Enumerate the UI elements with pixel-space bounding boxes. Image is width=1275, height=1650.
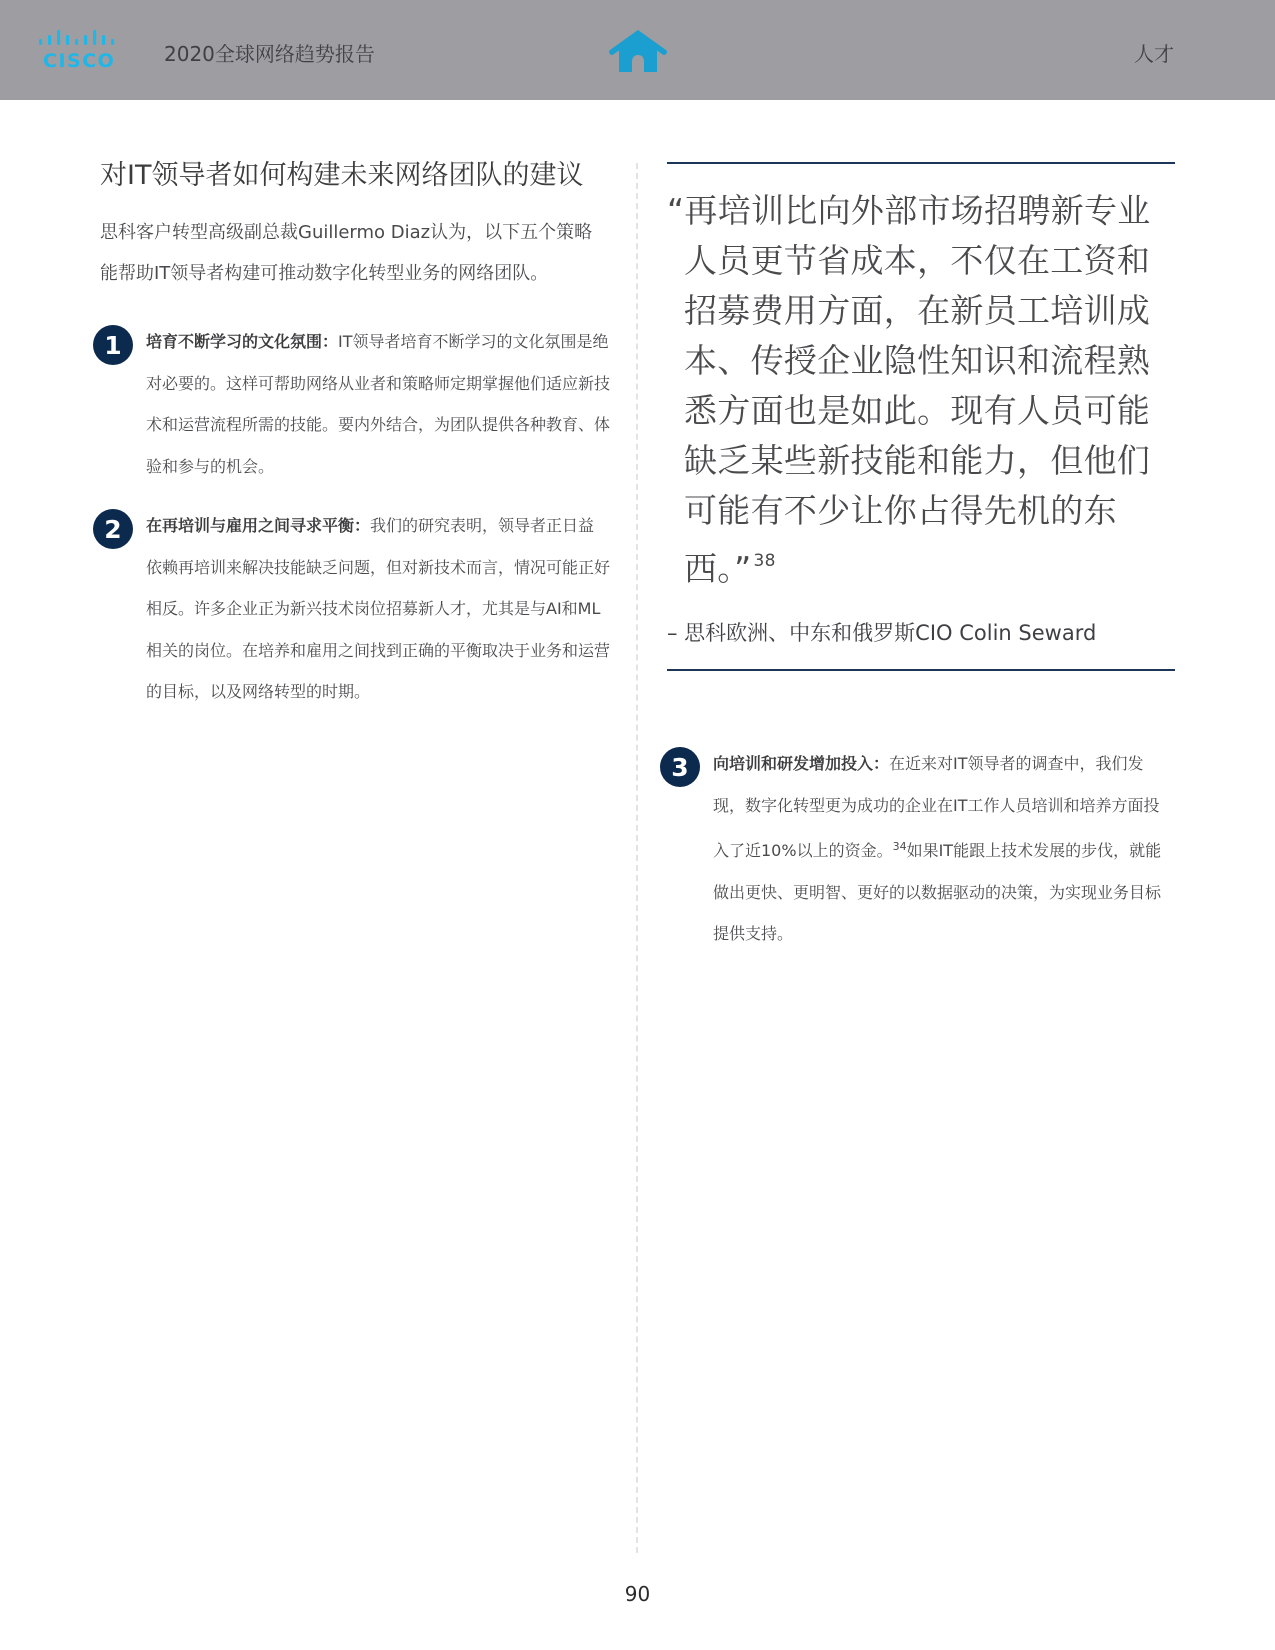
item-body: 我们的研究表明，领导者正日益依赖再培训来解决技能缺乏问题，但对新技术而言，情况可能正好相反。许多企业正为新兴技术岗位招募新人才，尤其是与AI和ML相关的岗位。在培养和雇用之间找到正确的平衡取决于业务和运营的目标，以及网络转型的时期。	[146, 516, 611, 701]
pull-quote	[667, 186, 1175, 594]
cisco-bars-icon	[37, 30, 119, 50]
cisco-wordmark: CISCO	[43, 50, 116, 72]
report-title: 2020全球网络趋势报告	[164, 42, 375, 66]
page-header	[0, 0, 1275, 100]
cisco-logo[interactable]	[37, 30, 119, 74]
item-footnote[interactable]: 34	[892, 840, 907, 853]
recommendation-item-3	[667, 743, 1175, 955]
intro-paragraph: 思科客户转型高级副总裁Guillermo Diaz认为，以下五个策略能帮助IT领导者构建可推动数字化转型业务的网络团队。	[100, 222, 593, 284]
quote-top-rule	[667, 162, 1175, 164]
number-badge: 1	[93, 325, 133, 365]
quote-footnote[interactable]: 38	[753, 551, 776, 571]
page-number: 90	[624, 1582, 651, 1606]
number-badge: 2	[93, 509, 133, 549]
item-body: IT领导者培育不断学习的文化氛围是绝对必要的。这样可帮助网络从业者和策略师定期掌握他们适应新技术和运营流程所需的技能。要内外结合，为团队提供各种教育、体验和参与的机会。	[146, 332, 611, 476]
item-body: 在近来对IT领导者的调查中，我们发现，数字化转型更为成功的企业在IT工作人员培训和培养方面投入了近10%以上的资金。	[713, 754, 1160, 860]
item-body-continued: 如果IT能跟上技术发展的步伐，就能做出更快、更明智、更好的以数据驱动的决策，为实现业务目标提供支持。	[713, 841, 1162, 943]
home-icon[interactable]	[607, 28, 669, 74]
number-badge: 3	[660, 747, 700, 787]
quote-attribution: – 思科欧洲、中东和俄罗斯CIO Colin Seward	[667, 621, 1097, 645]
page-title: 对IT领导者如何构建未来网络团队的建议	[100, 160, 584, 191]
item-heading: 培育不断学习的文化氛围：	[146, 332, 339, 351]
section-label: 人才	[1134, 42, 1174, 66]
item-heading: 在再培训与雇用之间寻求平衡：	[146, 516, 371, 535]
quote-text: “再培训比向外部市场招聘新专业人员更节省成本，不仅在工资和招募费用方面，在新员工培训成本、传授企业隐性知识和流程熟悉方面也是如此。现有人员可能缺乏某些新技能和能力，但他们可能有不少让你占得先机的东西。”	[667, 191, 1151, 588]
recommendation-item-2	[100, 505, 610, 713]
recommendation-item-1	[100, 321, 610, 487]
item-heading: 向培训和研发增加投入：	[713, 754, 890, 773]
column-divider	[636, 163, 638, 1553]
left-column	[100, 156, 610, 713]
quote-bottom-rule	[667, 669, 1175, 671]
right-column	[667, 162, 1175, 955]
